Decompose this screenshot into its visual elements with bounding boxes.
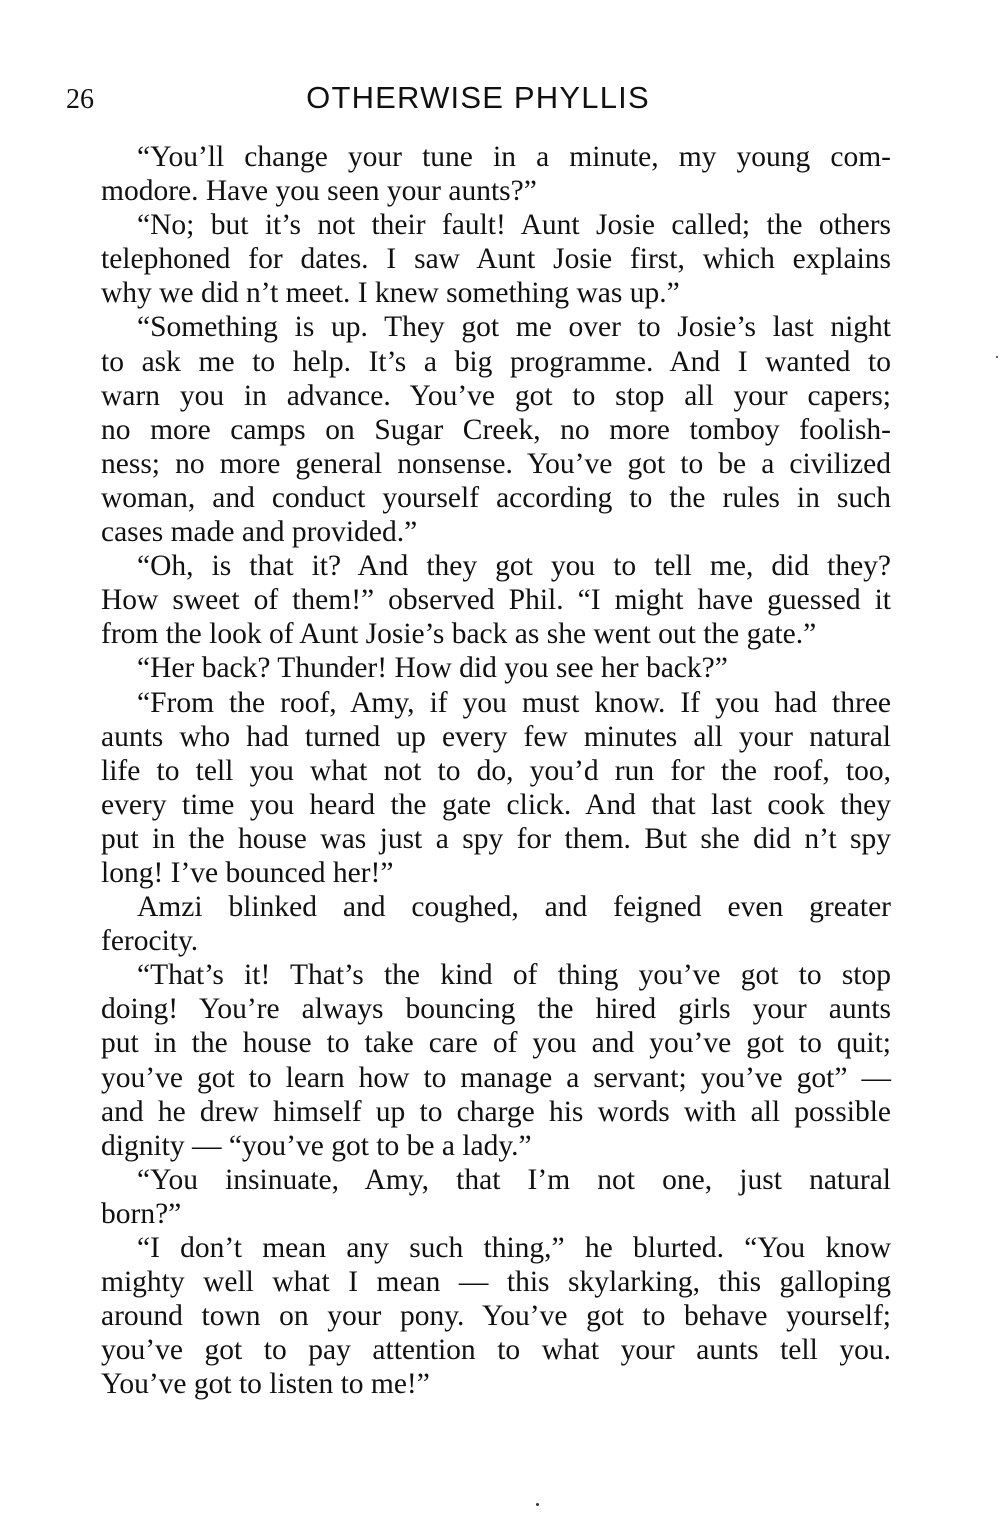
- page-number: 26: [66, 84, 94, 115]
- text-line: to ask me to help. It’s a big programme. And I wanted to: [101, 345, 891, 378]
- text-line: How sweet of them!” observed Phil. “I might have guessed it: [101, 584, 891, 617]
- paragraph: [65, 310, 891, 549]
- text-line: ferocity.: [101, 925, 199, 958]
- text-line: dignity — “you’ve got to be a lady.”: [101, 1129, 532, 1162]
- text-line: mighty well what I mean — this skylarking, this galloping: [101, 1266, 891, 1299]
- text-line: around town on your pony. You’ve got to behave yourself;: [101, 1300, 891, 1333]
- text-line: “Something is up. They got me over to Josie’s last night: [137, 311, 891, 344]
- text-line: warn you in advance. You’ve got to stop all your capers;: [101, 379, 891, 412]
- text-line: “You’ll change your tune in a minute, my young com-: [137, 141, 891, 173]
- text-line: “You insinuate, Amy, that I’m not one, just natural: [137, 1163, 891, 1196]
- text-line: You’ve got to listen to me!”: [101, 1368, 430, 1401]
- text-line: you’ve got to learn how to manage a servant; you’ve got” —: [101, 1061, 891, 1094]
- text-line: put in the house was just a spy for them. But she did n’t spy: [101, 822, 891, 855]
- text-line: modore. Have you seen your aunts?”: [101, 175, 537, 208]
- text-line: put in the house to take care of you and you’ve got to quit;: [101, 1027, 891, 1060]
- text-line: “No; but it’s not their fault! Aunt Josie called; the others: [137, 209, 891, 242]
- running-title: OTHERWISE PHYLLIS: [306, 80, 650, 115]
- text-line: why we did n’t meet. I knew something was up.”: [101, 277, 680, 310]
- paragraph: [65, 686, 891, 891]
- text-line: telephoned for dates. I saw Aunt Josie first, which explains: [101, 243, 891, 276]
- paragraph: [65, 958, 891, 1163]
- paragraph: [65, 549, 891, 651]
- text-line: long! I’ve bounced her!”: [101, 856, 394, 889]
- print-speck: [996, 356, 998, 358]
- text-line: every time you heard the gate click. And that last cook they: [101, 788, 891, 821]
- text-line: no more camps on Sugar Creek, no more tomboy foolish-: [101, 413, 891, 446]
- text-line: and he drew himself up to charge his words with all possible: [101, 1095, 891, 1128]
- text-line: doing! You’re always bouncing the hired girls your aunts: [101, 993, 891, 1026]
- text-line: from the look of Aunt Josie’s back as she went out the gate.”: [101, 618, 817, 651]
- paragraph: [65, 1231, 891, 1401]
- text-line: Amzi blinked and coughed, and feigned even greater: [137, 891, 891, 924]
- paragraph: [65, 208, 891, 310]
- paragraph: [65, 1163, 891, 1231]
- paragraph: [65, 140, 891, 208]
- text-line: aunts who had turned up every few minutes all your natural: [101, 720, 891, 753]
- text-line: woman, and conduct yourself according to the rules in such: [101, 481, 891, 514]
- page-header: [64, 80, 892, 124]
- text-line: “Her back? Thunder! How did you see her back?”: [137, 652, 728, 685]
- text-line: “That’s it! That’s the kind of thing you’ve got to stop: [137, 959, 891, 992]
- text-line: life to tell you what not to do, you’d run for the roof, too,: [101, 754, 891, 787]
- body-text: [65, 140, 891, 1401]
- text-line: “I don’t mean any such thing,” he blurted. “You know: [137, 1232, 891, 1264]
- text-line: “Oh, is that it? And they got you to tell me, did they?: [137, 550, 891, 583]
- print-speck: [536, 1503, 539, 1506]
- text-line: born?”: [101, 1197, 182, 1230]
- text-line: cases made and provided.”: [101, 516, 418, 549]
- paragraph: [65, 890, 891, 958]
- text-line: “From the roof, Amy, if you must know. If you had three: [137, 686, 891, 719]
- paragraph: [65, 651, 891, 685]
- text-line: ness; no more general nonsense. You’ve got to be a civilized: [101, 447, 891, 480]
- text-line: you’ve got to pay attention to what your aunts tell you.: [101, 1334, 891, 1367]
